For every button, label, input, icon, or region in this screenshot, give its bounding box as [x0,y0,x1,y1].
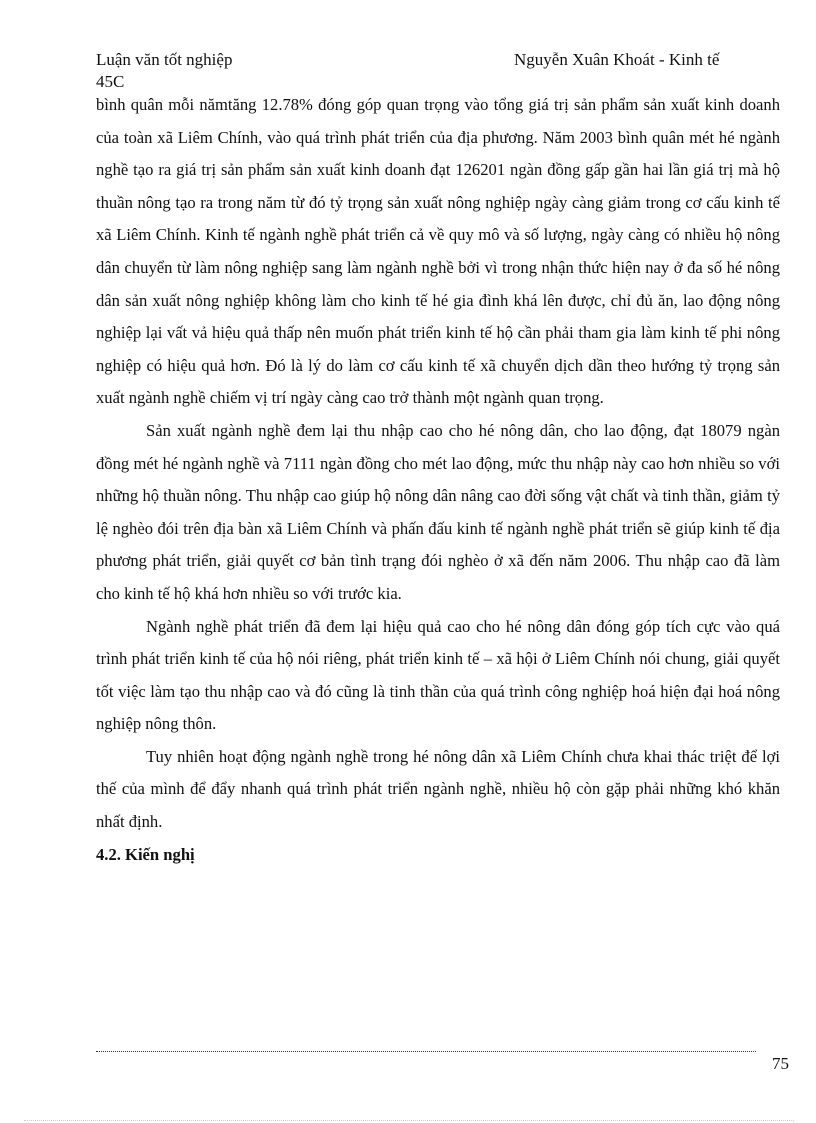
header-thesis-title: Luận văn tốt nghiệp [96,50,233,69]
section-heading: 4.2. Kiến nghị [96,844,195,864]
page-number: 75 [772,1054,789,1073]
paragraph-efficiency: Ngành nghề phát triển đã đem lại hiệu quả cao cho hé nông dân đóng góp tích cực vào quá trình phát triển kinh tế của hộ nói riêng, phát triển kinh tế – xã hội ở Liêm Chính nói chung, giải quyết tốt việc làm tạo thu nhập cao và đó cũng là tinh thần của quá trình công nghiệp hoá hiện đại hoá nông nghiệp nông thôn. [96,616,780,734]
header-class-code: 45C [96,72,125,91]
paragraph-income: Sản xuất ngành nghề đem lại thu nhập cao cho hé nông dân, cho lao động, đạt 18079 ngàn đồng mét hé ngành nghề và 7111 ngàn đồng cho mét lao động, mức thu nhập này cao hơn nhiều so với những hộ thuần nông. Thu nhập cao giúp hộ nông dân nâng cao đời sống vật chất và tinh thần, giảm tỷ lệ nghèo đói trên địa bàn xã Liêm Chính và phấn đấu kinh tế ngành nghề phát triển sẽ giúp kinh tế địa phương phát triển, giải quyết cơ bản tình trạng đói nghèo ở xã đến năm 2006. Thu nhập cao đã làm cho kinh tế hộ khá hơn nhiều so với trước kia. [96,420,780,603]
page-bottom-divider [24,1120,794,1121]
footer-divider [96,1051,756,1052]
paragraph-limitations: Tuy nhiên hoạt động ngành nghề trong hé nông dân xã Liêm Chính chưa khai thác triệt để lợi thế của mình để đẩy nhanh quá trình phát triển ngành nghề, nhiều hộ còn gặp phải những khó khăn nhất định. [96,746,780,832]
document-body [96,89,780,871]
paragraph-continuation: bình quân mỗi nămtăng 12.78% đóng góp quan trọng vào tổng giá trị sản phẩm sản xuất kinh doanh của toàn xã Liêm Chính, vào quá trình phát triển của địa phương. Năm 2003 bình quân mét hé ngành nghề tạo ra giá trị sản phẩm sản xuất kinh doanh đạt 126201 ngàn đồng gấp gần hai lần giá trị mà hộ thuần nông tạo ra trong năm từ đó tỷ trọng sản xuất nông nghiệp ngày càng giảm trong cơ cấu kinh tế xã Liêm Chính. Kinh tế ngành nghề phát triển cả về quy mô và số lượng, ngày càng có nhiều hộ nông dân chuyển từ làm nông nghiệp sang làm ngành nghề bởi vì trong nhận thức hiện nay ở đa số hé nông dân sản xuất nông nghiệp không làm cho kinh tế hé gia đình khá lên được, chỉ đủ ăn, lao động nông nghiệp lại vất vả hiệu quả thấp nên muốn phát triển kinh tế hộ cần phải tham gia làm kinh tế phi nông nghiệp có hiệu quả hơn. Đó là lý do làm cơ cấu kinh tế xã chuyển dịch dần theo hướng tỷ trọng sản xuất ngành nghề chiếm vị trí ngày càng cao trở thành một ngành quan trọng. [96,95,780,408]
header-author-info: Nguyễn Xuân Khoát - Kinh tế [514,50,720,69]
